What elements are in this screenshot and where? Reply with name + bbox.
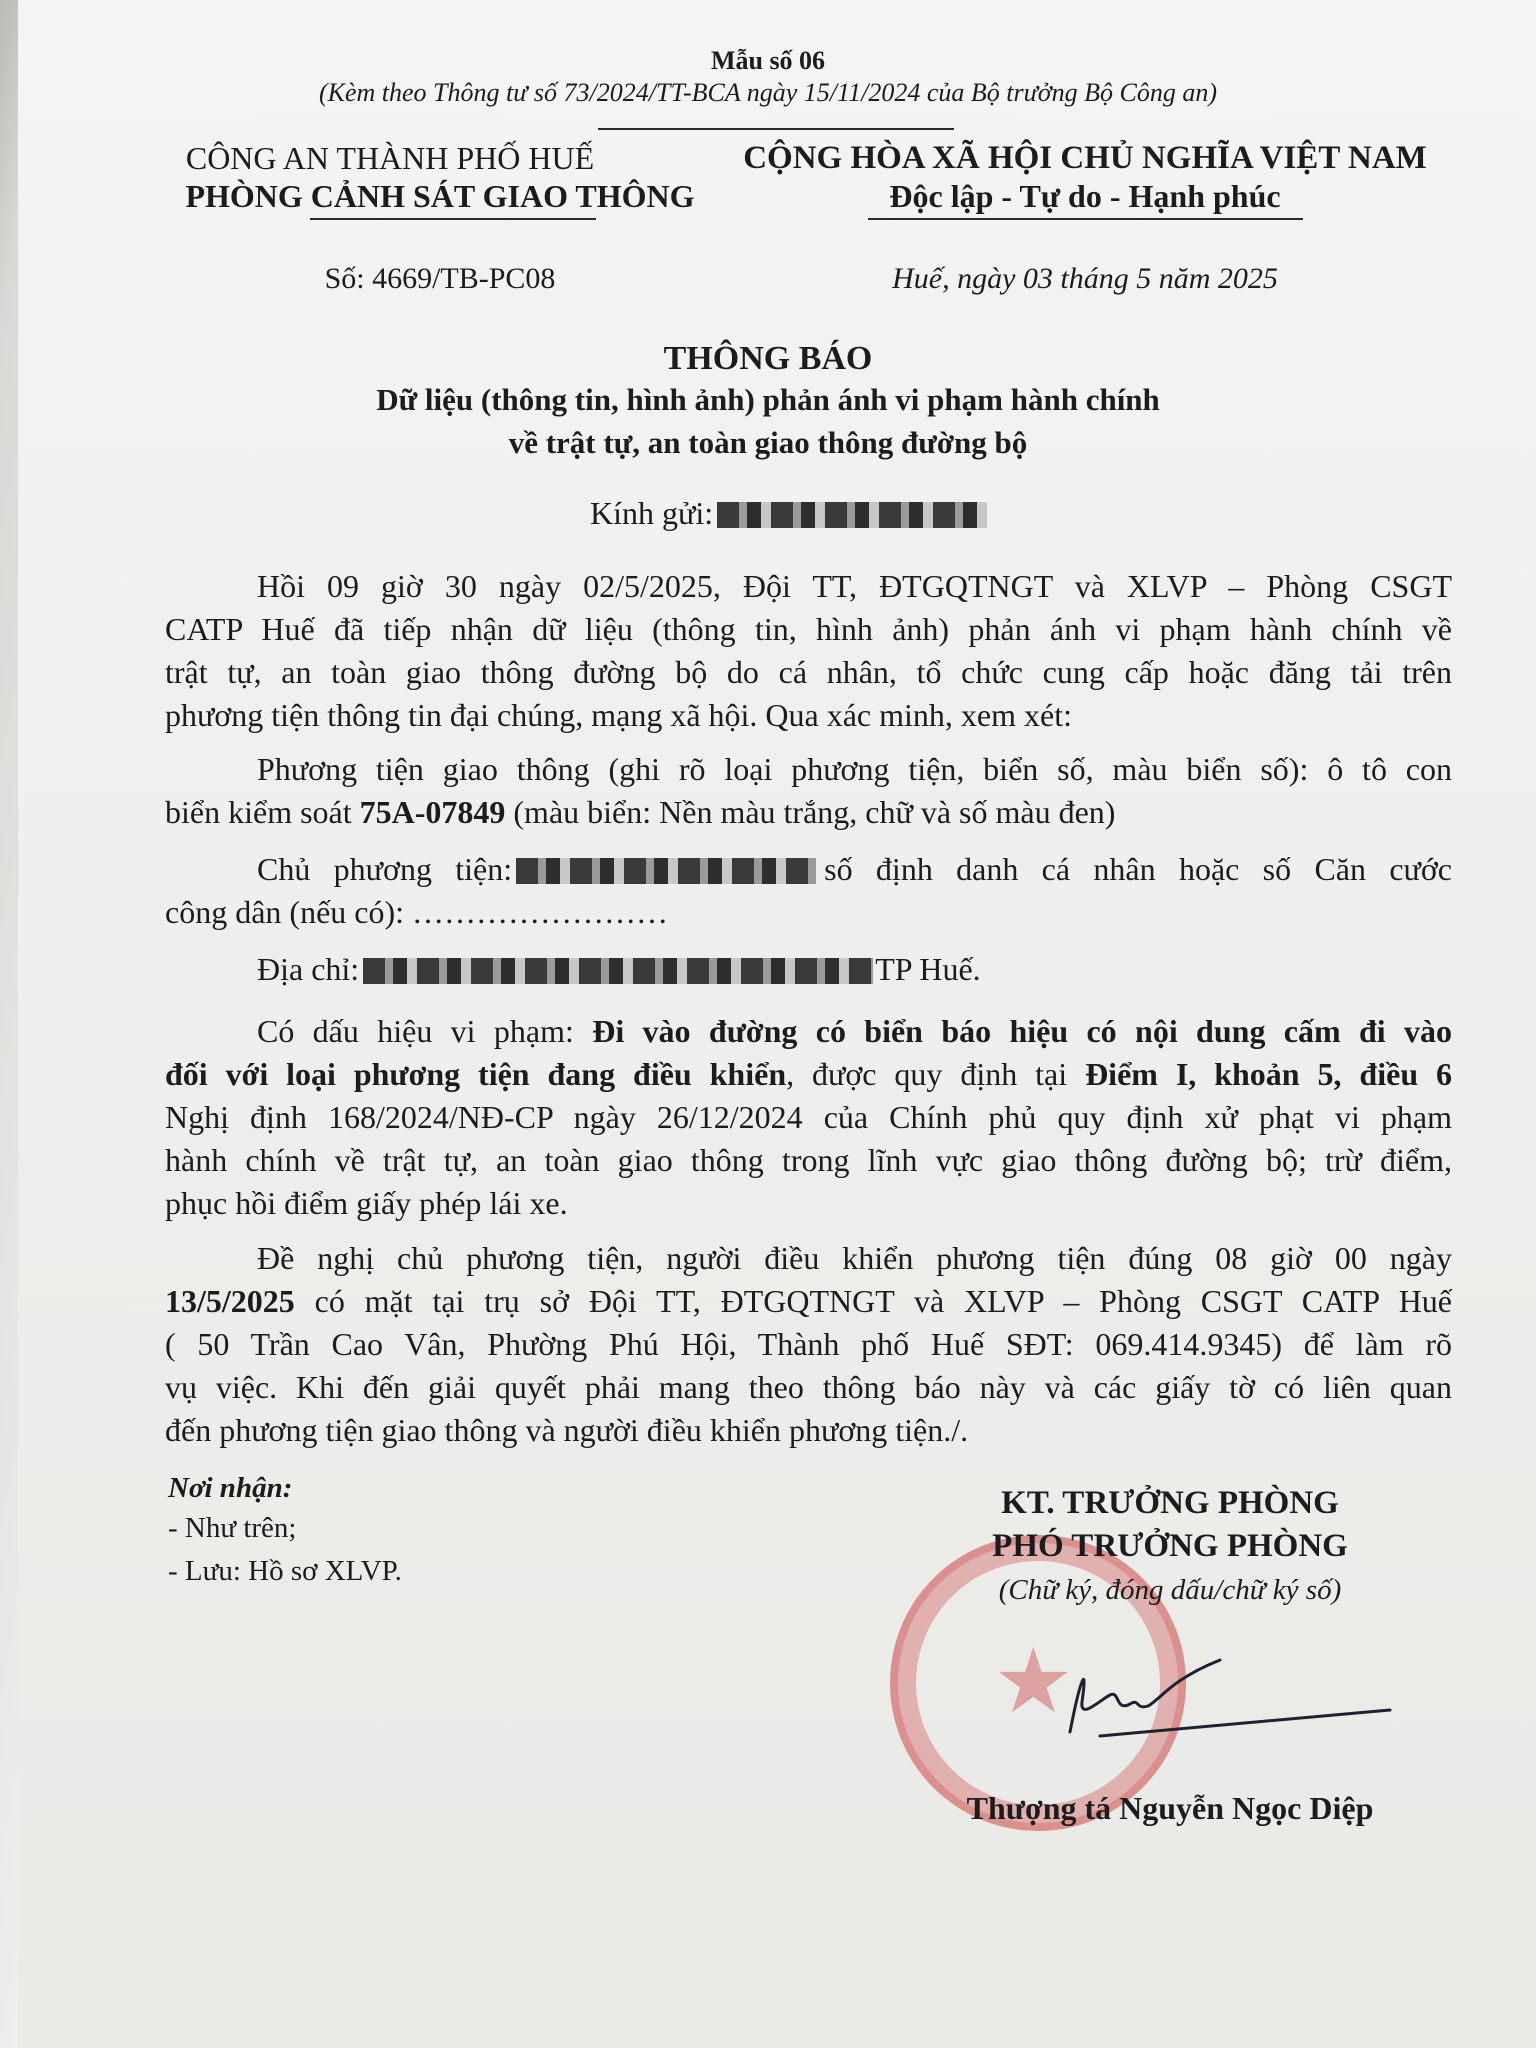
form-number: Mẫu số 06 bbox=[710, 46, 826, 75]
violation-line: phục hồi điểm giấy phép lái xe. bbox=[165, 1185, 568, 1221]
paragraph-violation bbox=[165, 1010, 1452, 1225]
violation-description-cont: đối với loại phương tiện đang điều khiển bbox=[165, 1056, 787, 1092]
redacted-owner bbox=[516, 858, 816, 884]
owner-label: Chủ phương tiện: bbox=[257, 851, 513, 887]
intro-line: trật tự, an toàn giao thông đường bộ do cá nhân, tổ chức cung cấp hoặc đăng tải trên bbox=[165, 654, 1452, 690]
recipient-item: - Lưu: Hồ sơ XLVP. bbox=[168, 1555, 402, 1587]
national-motto: Độc lập - Tự do - Hạnh phúc bbox=[889, 178, 1281, 214]
intro-line: Hồi 09 giờ 30 ngày 02/5/2025, Đội TT, ĐTGQTNGT và XLVP – Phòng CSGT bbox=[257, 568, 1452, 604]
motto-underline bbox=[868, 218, 1303, 220]
plate-prefix: biển kiểm soát bbox=[165, 794, 352, 830]
request-location: có mặt tại trụ sở Đội TT, ĐTGQTNGT và XLVP – Phòng CSGT CATP Huế bbox=[314, 1283, 1453, 1319]
notice-title: THÔNG BÁO bbox=[663, 340, 873, 377]
place-date: Huế, ngày 03 tháng 5 năm 2025 bbox=[892, 262, 1278, 295]
paragraph-intro bbox=[165, 565, 1452, 737]
request-line: Đề nghị chủ phương tiện, người điều khiển phương tiện đúng 08 giờ 00 ngày bbox=[257, 1240, 1452, 1276]
violation-line: hành chính về trật tự, an toàn giao thông trong lĩnh vực giao thông đường bộ; trừ điểm, bbox=[165, 1142, 1452, 1178]
request-line: vụ việc. Khi đến giải quyết phải mang theo thông báo này và các giấy tờ có liên quan bbox=[165, 1369, 1452, 1405]
recipient-item: - Như trên; bbox=[168, 1512, 297, 1544]
notice-subtitle-1: Dữ liệu (thông tin, hình ảnh) phản ánh vi phạm hành chính bbox=[376, 382, 1160, 417]
seal-star-icon: ★ bbox=[993, 1633, 1074, 1732]
violation-clause: Điểm I, khoản 5, điều 6 bbox=[1085, 1056, 1453, 1092]
handwritten-signature bbox=[1040, 1640, 1400, 1750]
intro-line: CATP Huế đã tiếp nhận dữ liệu (thông tin, hình ảnh) phản ánh vi phạm hành chính về bbox=[165, 611, 1452, 647]
paragraph-address bbox=[165, 948, 1452, 991]
vehicle-plate-line bbox=[165, 791, 1452, 834]
intro-line: phương tiện thông tin đại chúng, mạng xã hội. Qua xác minh, xem xét: bbox=[165, 697, 1072, 733]
owner-line bbox=[165, 848, 1452, 891]
recipient-line bbox=[590, 495, 1005, 532]
paragraph-vehicle bbox=[165, 748, 1452, 834]
agency-department: PHÒNG CẢNH SÁT GIAO THÔNG bbox=[185, 178, 695, 214]
signer-role-2: PHÓ TRƯỞNG PHÒNG bbox=[992, 1528, 1348, 1564]
address-line bbox=[165, 948, 1452, 991]
owner-id-label: số định danh cá nhân hoặc số Căn cước bbox=[824, 851, 1452, 887]
form-attachment-note: (Kèm theo Thông tư số 73/2024/TT-BCA ngày 15/11/2024 của Bộ trưởng Bộ Công an) bbox=[318, 78, 1218, 107]
appointment-date: 13/5/2025 bbox=[165, 1283, 295, 1319]
request-line: ( 50 Trần Cao Vân, Phường Phú Hội, Thành phố Huế SĐT: 069.414.9345) để làm rõ bbox=[165, 1326, 1452, 1362]
notice-subtitle-2: về trật tự, an toàn giao thông đường bộ bbox=[508, 425, 1028, 460]
license-plate: 75A-07849 bbox=[359, 794, 506, 830]
header-divider bbox=[598, 128, 954, 130]
recipients-title: Nơi nhận: bbox=[168, 1472, 293, 1504]
violation-line bbox=[165, 1010, 1452, 1053]
redacted-address bbox=[363, 958, 873, 984]
agency-underline bbox=[310, 218, 596, 220]
signature-note: (Chữ ký, đóng dấu/chữ ký số) bbox=[998, 1574, 1342, 1606]
violation-mid: , được quy định tại bbox=[786, 1056, 1068, 1092]
vehicle-type-line: Phương tiện giao thông (ghi rõ loại phương tiện, biển số, màu biển số): ô tô con bbox=[257, 751, 1452, 787]
paragraph-owner bbox=[165, 848, 1452, 934]
violation-line: Nghị định 168/2024/NĐ-CP ngày 26/12/2024 của Chính phủ quy định xử phạt vi phạm bbox=[165, 1099, 1452, 1135]
address-label: Địa chỉ: bbox=[257, 951, 360, 987]
document-number: Số: 4669/TB-PC08 bbox=[324, 262, 556, 295]
agency-name: CÔNG AN THÀNH PHỐ HUẾ bbox=[185, 140, 595, 176]
paragraph-request bbox=[165, 1237, 1452, 1452]
owner-id-line: công dân (nếu có): …………………… bbox=[165, 894, 669, 930]
plate-color: (màu biển: Nền màu trắng, chữ và số màu đen) bbox=[513, 794, 1116, 830]
address-city: TP Huế. bbox=[875, 951, 981, 987]
recipient-label: Kính gửi: bbox=[590, 495, 714, 531]
redacted-recipient bbox=[717, 502, 987, 528]
violation-description: Đi vào đường có biển báo hiệu có nội dung cấm đi vào bbox=[592, 1013, 1453, 1049]
signer-name: Thượng tá Nguyễn Ngọc Diệp bbox=[966, 1790, 1374, 1826]
violation-line bbox=[165, 1053, 1452, 1096]
signer-role-1: KT. TRƯỞNG PHÒNG bbox=[1001, 1485, 1339, 1521]
request-line: đến phương tiện giao thông và người điều khiển phương tiện./. bbox=[165, 1412, 969, 1448]
country-name: CỘNG HÒA XÃ HỘI CHỦ NGHĨA VIỆT NAM bbox=[743, 140, 1427, 176]
violation-prefix: Có dấu hiệu vi phạm: bbox=[257, 1013, 574, 1049]
request-line bbox=[165, 1280, 1452, 1323]
